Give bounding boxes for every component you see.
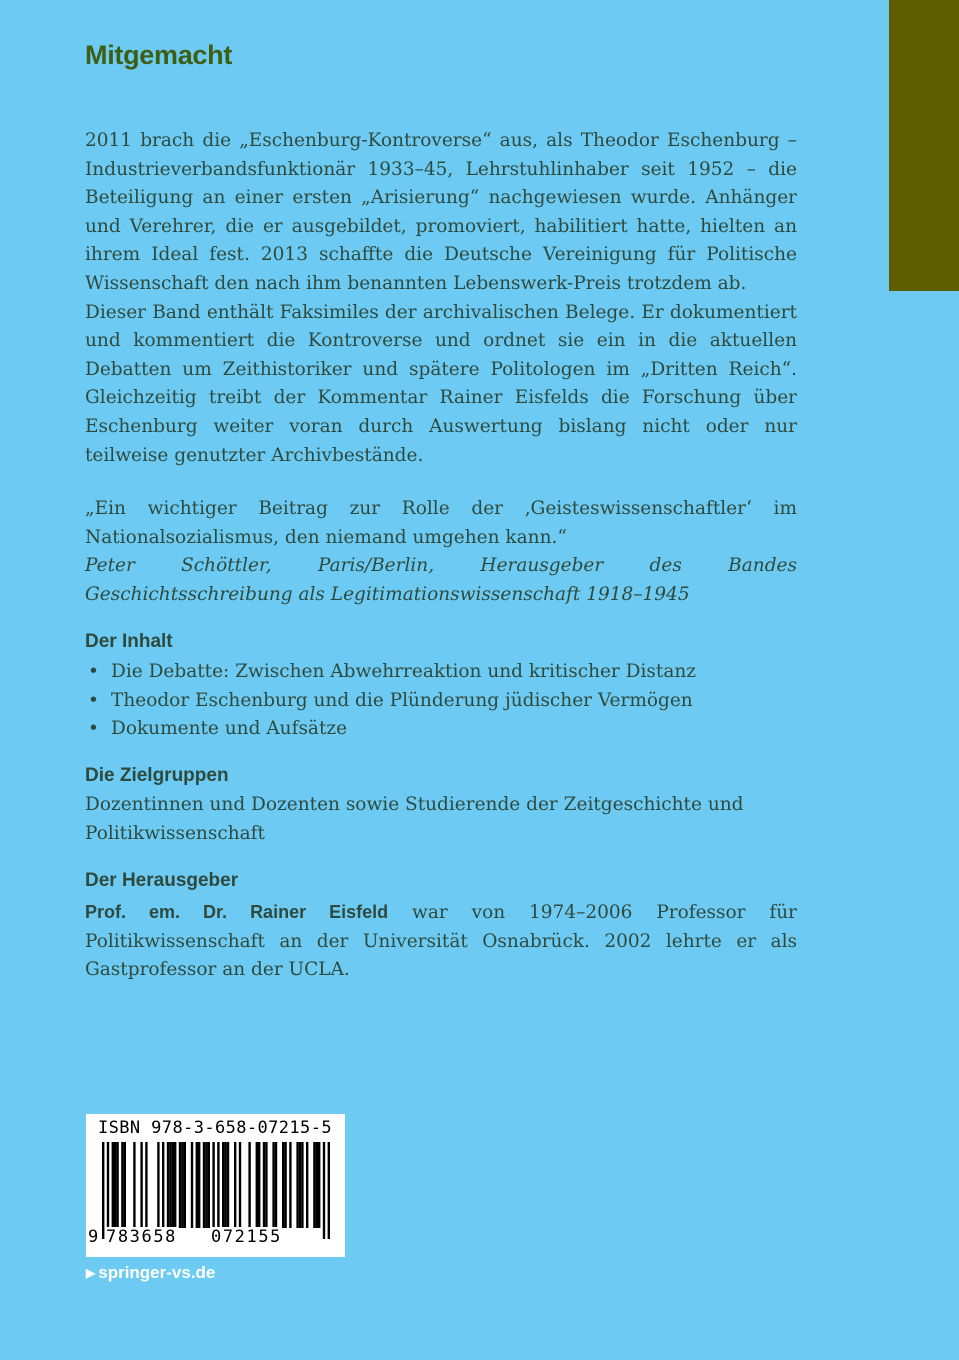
review-quote	[85, 495, 797, 609]
editor-bio: war von 1974–2006 Professor für Politikwissenschaft an der Universität Osnabrück. 2002 lehrte er als Gastprofessor an der UCLA.	[85, 902, 798, 981]
arrow-right-icon: ▶	[86, 1266, 96, 1280]
barcode-bar	[306, 1142, 308, 1228]
bullet-icon: •	[88, 718, 99, 740]
isbn-label: ISBN 978-3-658-07215-5	[98, 1118, 332, 1138]
barcode-bar	[140, 1142, 142, 1228]
heading-herausgeber: Der Herausgeber	[85, 870, 239, 891]
blurb-paragraph-2: Dieser Band enthält Faksimiles der archivalischen Belege. Er dokumentiert und kommentiert die Kontroverse und ordnet sie ein in die aktuellen Debatten um Zeithistoriker und spätere Politologen im „Dritten Reich“. Gleichzeitig treibt der Kommentar Rainer Eisfelds die Forschung über Eschenburg weiter voran durch Auswertung bislang nicht oder nur teilweise genutzter Archivbestände.	[85, 301, 797, 466]
quote-source: Peter Schöttler, Paris/Berlin, Herausgeber des Bandes Geschichtsschreibung als Legitimationswissenschaft 1918–1945	[85, 555, 797, 605]
barcode-bar	[102, 1142, 104, 1239]
book-title: Mitgemacht	[85, 40, 233, 70]
barcode-bar	[224, 1142, 226, 1228]
barcode-bar	[179, 1142, 181, 1228]
barcode-bar	[272, 1142, 274, 1228]
zielgruppen-text: Dozentinnen und Dozenten sowie Studierende der Zeitgeschichte und Politikwissenschaft	[85, 794, 744, 844]
isbn-barcode	[86, 1114, 345, 1257]
barcode-bar	[116, 1142, 118, 1228]
barcode-bar	[133, 1142, 135, 1228]
barcode-bars	[102, 1142, 330, 1239]
barcode-bar	[313, 1142, 315, 1228]
barcode-bar	[145, 1142, 147, 1228]
contents-list	[85, 658, 797, 744]
barcode-bar	[316, 1142, 318, 1228]
ean-first-digit: 9	[88, 1227, 99, 1247]
barcode-bar	[124, 1142, 126, 1228]
barcode-bar	[289, 1142, 291, 1228]
barcode-bar	[318, 1142, 320, 1228]
barcode-bar	[169, 1142, 171, 1228]
barcode-bar	[284, 1142, 286, 1228]
barcode-bar	[258, 1142, 260, 1228]
list-item: • Dokumente und Aufsätze	[85, 715, 797, 744]
barcode-bar	[328, 1142, 330, 1239]
barcode-bar	[162, 1142, 164, 1228]
barcode-bar	[167, 1142, 169, 1228]
barcode-bar	[296, 1142, 298, 1228]
blurb-paragraph-1: 2011 brach die „Eschenburg-Kontroverse“ aus, als Theodor Eschenburg – Industrieverbandsfunktionär 1933–45, Lehrstuhlinhaber seit 1952 – die Beteiligung an einer ersten „Arisierung“ nachgewiesen wurde. Anhänger und Verehrer, die er ausgebildet, promoviert, habilitiert hatte, hielten an ihrem Ideal fest. 2013 schaffte die Deutsche Vereinigung für Politische Wissenschaft den nach ihm benannten Lebenswerk-Preis trotzdem ab.	[85, 130, 797, 294]
barcode-bar	[248, 1142, 250, 1228]
barcode-bar	[196, 1142, 198, 1228]
barcode-bar	[282, 1142, 284, 1228]
barcode-bar	[184, 1142, 186, 1228]
barcode-bar	[203, 1142, 205, 1228]
ean-right-digits: 072155	[211, 1227, 283, 1247]
barcode-bar	[121, 1142, 123, 1228]
quote-text: „Ein wichtiger Beitrag zur Rolle der ‚Geisteswissenschaftler‘ im Nationalsozialismus, den niemand umgehen kann.“	[85, 498, 797, 548]
barcode-bar	[323, 1142, 325, 1239]
barcode-bar	[114, 1142, 116, 1228]
bullet-icon: •	[88, 661, 99, 682]
barcode-bar	[227, 1142, 229, 1228]
barcode-bar	[172, 1142, 174, 1228]
barcode-bar	[212, 1142, 214, 1239]
barcode-bar	[222, 1142, 224, 1228]
herausgeber-text	[85, 898, 797, 985]
barcode-bar	[205, 1142, 207, 1228]
barcode-bar	[181, 1142, 183, 1228]
barcode-bar	[107, 1142, 109, 1239]
barcode-bar	[256, 1142, 258, 1228]
barcode-bar	[174, 1142, 176, 1228]
barcode-bar	[239, 1142, 241, 1228]
barcode-bar	[275, 1142, 277, 1228]
publisher-url: springer-vs.de	[98, 1263, 216, 1282]
accent-band	[889, 0, 959, 291]
heading-inhalt: Der Inhalt	[85, 631, 173, 652]
barcode-bar	[112, 1142, 114, 1228]
barcode-bar	[301, 1142, 303, 1228]
barcode-bar	[299, 1142, 301, 1228]
barcode-bar	[234, 1142, 236, 1228]
editor-name: Prof. em. Dr. Rainer Eisfeld	[85, 902, 389, 922]
blurb	[85, 127, 797, 470]
barcode-bar	[191, 1142, 193, 1228]
barcode-bar	[198, 1142, 200, 1228]
ean-left-digits: 783658	[106, 1227, 178, 1247]
barcode-bar	[265, 1142, 267, 1228]
barcode-bar	[217, 1142, 219, 1239]
barcode-bar	[157, 1142, 159, 1228]
publisher-link[interactable]	[86, 1263, 215, 1283]
bullet-icon: •	[88, 689, 99, 711]
list-item: • Die Debatte: Zwischen Abwehrreaktion und kritischer Distanz	[85, 658, 797, 687]
heading-zielgruppen: Die Zielgruppen	[85, 765, 229, 786]
barcode-bar	[263, 1142, 265, 1228]
barcode-bar	[208, 1142, 210, 1228]
list-item: • Theodor Eschenburg und die Plünderung jüdischer Vermögen	[85, 687, 797, 716]
